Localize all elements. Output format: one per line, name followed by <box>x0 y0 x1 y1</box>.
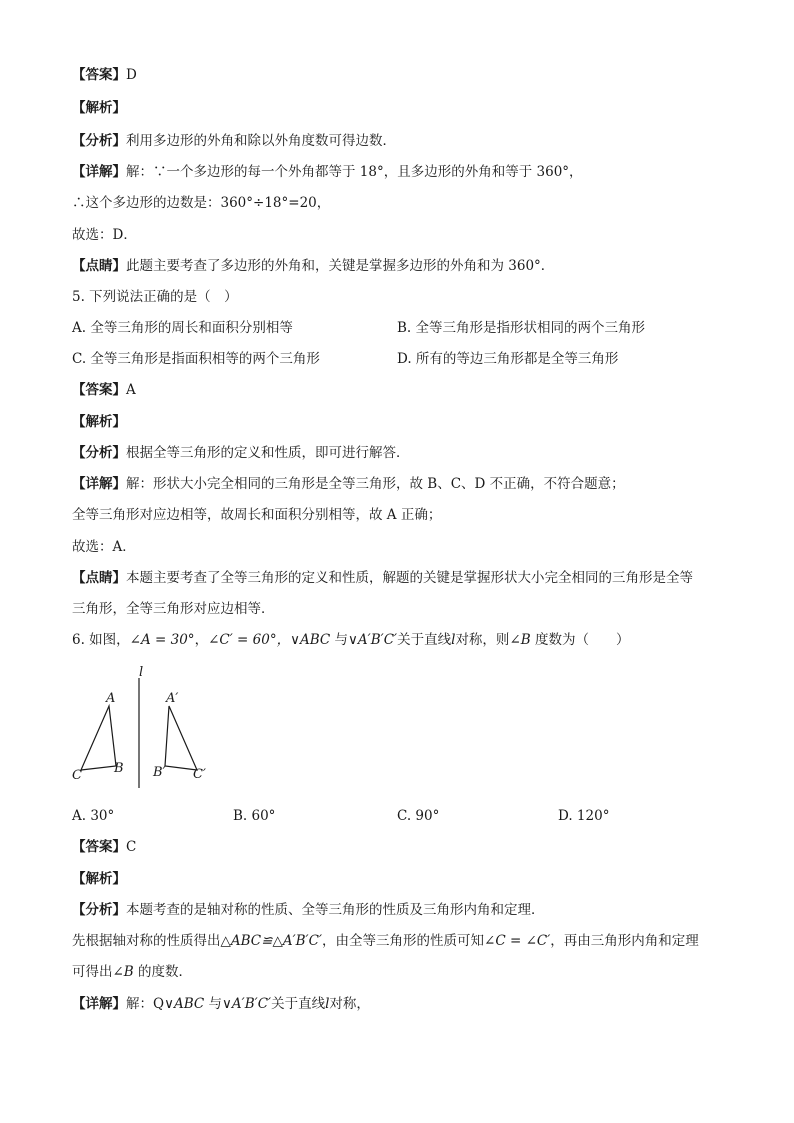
q5-dianjing-line-2: 三角形，全等三角形对应边相等． <box>72 601 275 617</box>
q6-answer-line: 【答案】C <box>72 839 137 855</box>
q5-fenxi-line: 【分析】根据全等三角形的定义和性质，即可进行解答． <box>72 445 410 461</box>
q4-xiangjie-line: 【详解】解：∵一个多边形的每一个外角都等于 18°，且多边形的外角和等于 360°， <box>72 164 583 180</box>
q4-solution-line-3: 故选：D． <box>72 227 137 243</box>
q5-option-b: B. 全等三角形是指形状相同的两个三角形 <box>397 320 646 336</box>
q5-answer-line: 【答案】A <box>72 382 136 398</box>
label-c-prime: C′ <box>193 767 206 782</box>
q4-fenxi-line: 【分析】利用多边形的外角和除以外角度数可得边数． <box>72 133 396 149</box>
q5-option-d: D. 所有的等边三角形都是全等三角形 <box>397 351 619 367</box>
triangle-abc <box>81 706 116 770</box>
triangle-a-prime-b-prime-c-prime <box>165 706 197 770</box>
q6-option-c: C. 90° <box>397 808 440 824</box>
label-b-prime: B′ <box>153 765 166 780</box>
q6-explanation-line-1: 先根据轴对称的性质得出△ABC≌△A′B′C′，由全等三角形的性质可知∠C = ∠C′，再由三角形内角和定理 <box>72 933 699 949</box>
q5-option-c: C. 全等三角形是指面积相等的两个三角形 <box>72 351 320 367</box>
q6-option-a: A. 30° <box>72 808 115 824</box>
q4-answer-line <box>72 66 137 84</box>
q4-dianjing-line: 【点睛】此题主要考查了多边形的外角和，关键是掌握多边形的外角和为 360°． <box>72 258 555 274</box>
q5-solution-line-3: 故选：A． <box>72 539 136 555</box>
label-b: B <box>114 761 124 776</box>
q4-analysis-heading: 【解析】 <box>72 100 126 116</box>
label-l: l <box>139 665 144 680</box>
q4-solution-line-2: ∴这个多边形的边数是：360°÷18°=20， <box>72 195 331 211</box>
angle-a-expr: ∠A = 30° <box>129 632 195 648</box>
q6-fenxi-line: 【分析】本题考查的是轴对称的性质、全等三角形的性质及三角形内角和定理． <box>72 902 545 918</box>
q6-explanation-line-2: 可得出∠B 的度数． <box>72 964 193 980</box>
q5-dianjing-line: 【点睛】本题主要考查了全等三角形的定义和性质，解题的关键是掌握形状大小完全相同的三角形是全等 <box>72 570 693 586</box>
q6-analysis-heading: 【解析】 <box>72 871 126 887</box>
q5-option-a: A. 全等三角形的周长和面积分别相等 <box>72 320 293 336</box>
angle-c-expr: ∠C′ = 60° <box>208 632 277 648</box>
label-c: C <box>72 768 82 783</box>
answer-tag: 【答案】 <box>72 67 126 83</box>
label-a-prime: A′ <box>166 691 179 706</box>
q5-stem: 5. 下列说法正确的是（ ） <box>72 289 238 305</box>
symmetry-figure <box>66 660 226 795</box>
q5-solution-line-2: 全等三角形对应边相等，故周长和面积分别相等，故 A 正确； <box>72 507 442 523</box>
label-a: A <box>106 691 116 706</box>
answer-value: D <box>126 67 137 83</box>
q6-stem: 6. 如图，∠A = 30°，∠C′ = 60°，∨ABC 与∨A′B′C′关于直线l对称，则∠B 度数为（ ） <box>72 632 630 648</box>
q6-xiangjie-line: 【详解】解：Q∨ABC 与∨A′B′C′关于直线l对称， <box>72 996 370 1012</box>
q5-xiangjie-line: 【详解】解：形状大小完全相同的三角形是全等三角形，故 B、C、D 不正确，不符合题意； <box>72 476 625 492</box>
q6-option-d: D. 120° <box>558 808 610 824</box>
q5-analysis-heading: 【解析】 <box>72 414 126 430</box>
q6-option-b: B. 60° <box>233 808 276 824</box>
